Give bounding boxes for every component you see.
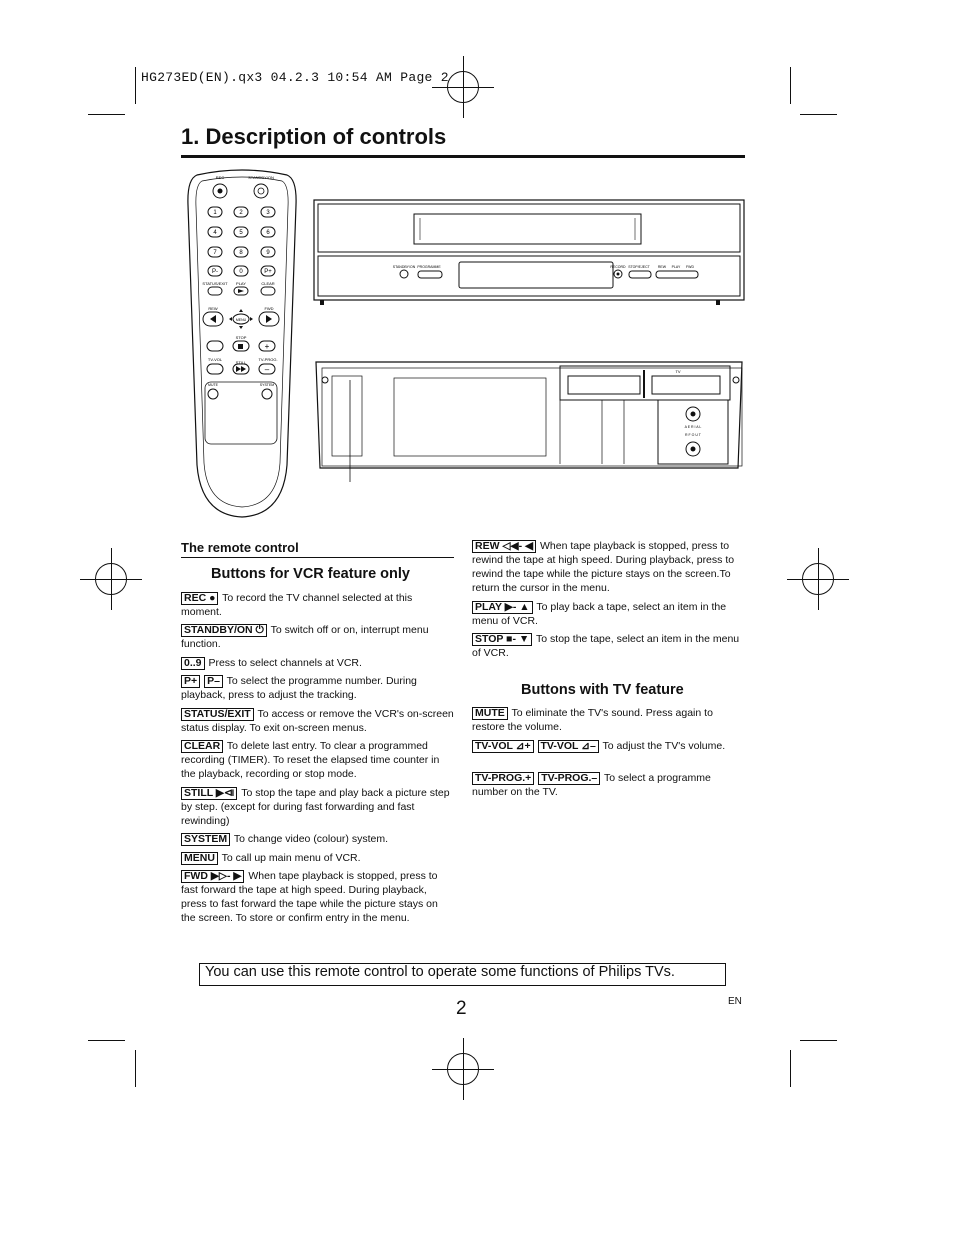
vcr-front-illustration: [312, 196, 746, 312]
page-number: 2: [456, 998, 467, 1019]
description-text: To switch off or on, interrupt menu function.: [181, 624, 429, 650]
digit-label: P-: [212, 269, 218, 275]
button-description: [472, 706, 747, 734]
button-key-label: MUTE: [472, 707, 508, 720]
button-key-label: 0..9: [181, 657, 205, 670]
button-description: [181, 674, 455, 702]
digit-label: 7: [213, 250, 217, 256]
button-key-label: STOP ■- ▼: [472, 633, 532, 646]
button-key-label: CLEAR: [181, 740, 223, 753]
vcr-stopeject-label: STOP/EJECT: [628, 265, 650, 269]
button-description: [181, 869, 455, 925]
vcr-standby-label: STANDBY/ON: [392, 265, 416, 269]
button-key-label: TV-VOL ⊿+: [472, 740, 534, 753]
button-key-label: TV-VOL ⊿–: [538, 740, 599, 753]
digit-label: 1: [213, 210, 217, 216]
vcr-play-label: PLAY: [671, 265, 681, 269]
description-text: To eliminate the TV's sound. Press again to restore the volume.: [472, 707, 713, 733]
digit-label: 5: [239, 230, 243, 236]
note-text: You can use this remote control to operate some functions of Philips TVs.: [205, 964, 675, 980]
description-text: When tape playback is stopped, press to fast forward the tape at high speed. During playback, press to fast forward the tape while the picture stays on the screen. To store or confirm entry in the menu.: [181, 870, 438, 924]
button-key-label: SYSTEM: [181, 833, 230, 846]
page-title: 1. Description of controls: [181, 124, 447, 149]
digit-label: 2: [239, 210, 243, 216]
tvvol-label: TV-VOL: [207, 357, 223, 362]
button-key-label: TV-PROG.–: [538, 772, 600, 785]
title-rule: [181, 155, 745, 158]
description-text: Press to select channels at VCR.: [208, 657, 362, 669]
section-heading-remote: The remote control: [181, 540, 299, 555]
description-text: To access or remove the VCR's on-screen status display. To exit on-screen menus.: [181, 708, 454, 734]
description-text: To stop the tape and play back a picture step by step. (except for during fast forwarding and fast rewinding): [181, 787, 450, 827]
button-description: [181, 623, 455, 651]
crop-mark: [800, 1040, 837, 1041]
description-text: To delete last entry. To clear a programmed recording (TIMER). To reset the elapsed time counter in the playback, recording or stop mode.: [181, 740, 440, 780]
crop-mark: [790, 1050, 791, 1087]
digit-label: 8: [239, 250, 243, 256]
digit-label: 4: [213, 230, 217, 236]
digit-label: 0: [239, 269, 243, 275]
button-description: [181, 832, 455, 846]
clear-label: CLEAR: [261, 281, 275, 286]
svg-text:–: –: [264, 365, 270, 374]
vcr-back-illustration: [312, 358, 746, 488]
button-description: [181, 786, 455, 828]
button-description: [181, 656, 455, 670]
button-description: [472, 771, 747, 799]
mute-label: MUTE: [208, 383, 218, 387]
description-text: When tape playback is stopped, press to rewind the tape at high speed. During playback, press to rewind the tape while the picture stays on the screen.To return the cursor in the menu.: [472, 540, 735, 594]
system-label: SYSTEM: [259, 383, 275, 387]
remote-control-illustration: [183, 165, 301, 525]
description-text: To adjust the TV's volume.: [602, 740, 726, 752]
button-key-label: MENU: [181, 852, 218, 865]
button-key-label: FWD ▶▷- ▶: [181, 870, 244, 883]
tvprog-label: TV-PROG.: [258, 357, 278, 362]
button-description: [181, 851, 455, 865]
tv-socket-label: TV: [675, 369, 681, 374]
registration-mark: [447, 71, 479, 103]
rec-label: REC: [215, 175, 225, 180]
subheading-tv-buttons: Buttons with TV feature: [521, 682, 684, 698]
status-label: STATUS/EXIT: [202, 281, 228, 286]
registration-mark: [802, 563, 834, 595]
vcr-record-label: RECORD: [610, 265, 626, 269]
digit-label: P+: [264, 269, 272, 275]
button-key-label: REC ●: [181, 592, 218, 605]
registration-mark: [447, 1053, 479, 1085]
description-text: To play back a tape, select an item in the menu of VCR.: [472, 601, 727, 627]
button-key-label: STATUS/EXIT: [181, 708, 254, 721]
button-description: [181, 739, 455, 781]
button-description: [472, 600, 747, 628]
stop-label: STOP: [235, 335, 247, 340]
button-key-label: TV-PROG.+: [472, 772, 534, 785]
description-text: To call up main menu of VCR.: [221, 852, 361, 864]
crop-mark: [88, 1040, 125, 1041]
fwd-label: FWD: [264, 306, 274, 311]
button-key-label: P–: [204, 675, 223, 688]
digit-label: 9: [266, 250, 270, 256]
rfout-label: R F O U T: [685, 433, 701, 437]
button-key-label: PLAY ▶- ▲: [472, 601, 533, 614]
crop-mark: [135, 1050, 136, 1087]
menu-label: MENU: [235, 318, 247, 322]
svg-text:+: +: [264, 342, 270, 351]
button-key-label: STILL ▶⧏: [181, 787, 237, 800]
digit-label: 6: [266, 230, 270, 236]
digit-label: 3: [266, 210, 270, 216]
crop-mark: [800, 114, 837, 115]
vcr-fwd-label: FWD: [686, 265, 694, 269]
print-header: HG273ED(EN).qx3 04.2.3 10:54 AM Page 2: [141, 70, 449, 85]
crop-mark: [135, 67, 136, 104]
rew-label: REW: [208, 306, 218, 311]
button-description: [472, 739, 747, 753]
play-label: PLAY: [236, 281, 246, 286]
description-text: To select a programme number on the TV.: [472, 772, 711, 798]
crop-mark: [790, 67, 791, 104]
button-key-label: REW ◁◀- ◀: [472, 540, 536, 553]
registration-mark: [95, 563, 127, 595]
button-description: [472, 632, 747, 660]
description-text: To select the programme number. During playback, press to adjust the tracking.: [181, 675, 417, 701]
button-description: [181, 591, 455, 619]
button-key-label: STANDBY/ON ⏻: [181, 624, 267, 637]
crop-mark: [88, 114, 125, 115]
subheading-vcr-buttons: Buttons for VCR feature only: [211, 566, 410, 582]
aerial-label: A E R I A L: [684, 425, 702, 429]
vcr-rew-label: REW: [657, 265, 667, 269]
section-rule: [181, 557, 454, 558]
standby-label: STANDBY/ON: [248, 175, 274, 180]
still-label: STILL: [235, 360, 247, 365]
button-description: [181, 707, 455, 735]
language-tag: EN: [728, 996, 742, 1007]
description-text: To stop the tape, select an item in the menu of VCR.: [472, 633, 740, 659]
description-text: To record the TV channel selected at this moment.: [181, 592, 413, 618]
button-description: [472, 539, 747, 595]
vcr-programme-label: PROGRAMME: [417, 265, 441, 269]
description-text: To change video (colour) system.: [233, 833, 388, 845]
button-key-label: P+: [181, 675, 200, 688]
